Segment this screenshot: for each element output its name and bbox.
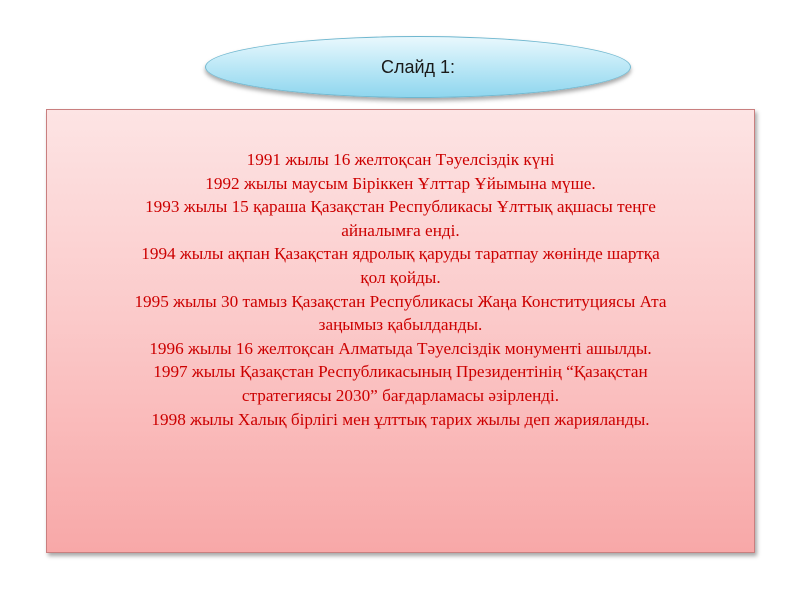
timeline-line: стратегиясы 2030” бағдарламасы әзірленді. [241, 385, 560, 405]
timeline-line: заңымыз қабылданды. [318, 315, 483, 335]
content-box [46, 109, 755, 553]
timeline-line: 1998 жылы Халық бірлігі мен ұлттық тарих жылы деп жарияланды. [151, 409, 650, 429]
timeline-line: айналымға енді. [341, 220, 460, 240]
timeline-line: 1993 жылы 15 қараша Қазақстан Республикасы Ұлттық ақшасы теңге [145, 197, 656, 217]
timeline-line: 1995 жылы 30 тамыз Қазақстан Республикасы Жаңа Конституциясы Ата [134, 291, 667, 311]
timeline-line: 1996 жылы 16 желтоқсан Алматыда Тәуелсіздік монументі ашылды. [149, 338, 652, 358]
timeline-line: 1997 жылы Қазақстан Республикасының Президентінің “Қазақстан [153, 362, 648, 382]
timeline-line: 1992 жылы маусым Біріккен Ұлттар Ұйымына мүше. [205, 173, 596, 193]
timeline-line: қол қойды. [360, 267, 441, 287]
slide-title-oval [205, 36, 631, 98]
timeline-line: 1994 жылы ақпан Қазақстан ядролық қаруды таратпау жөнінде шартқа [141, 244, 660, 264]
slide-title: Слайд 1: [380, 56, 456, 77]
timeline-line: 1991 жылы 16 желтоқсан Тәуелсіздік күні [246, 150, 555, 169]
timeline-text [57, 148, 744, 431]
